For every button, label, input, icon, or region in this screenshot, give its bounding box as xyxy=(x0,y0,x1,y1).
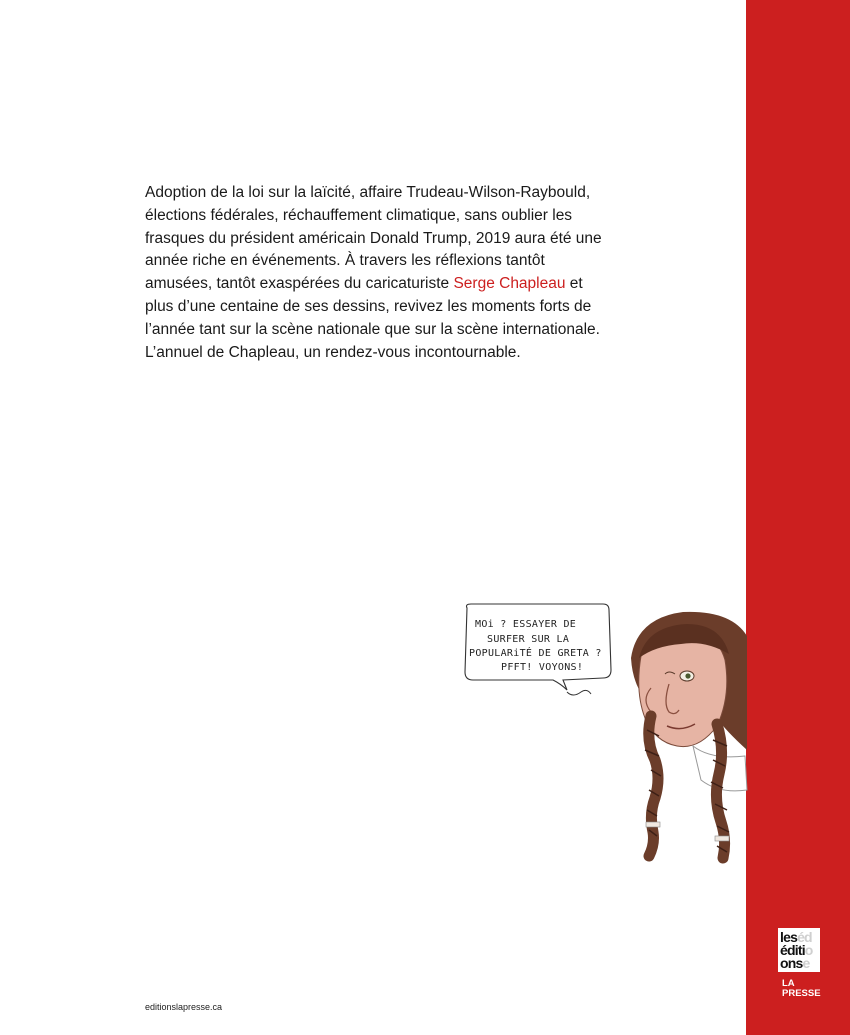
publisher-logo xyxy=(778,928,820,1008)
author-name: Serge Chapleau xyxy=(453,275,566,293)
speech-line-2: SURFER SUR LA xyxy=(487,634,570,645)
description-text-end: et plus d’une centaine de ses dessins, revivez les moments forts de l’année tant sur la scène nationale que sur la scène internationale. L’annuel de Chapleau, un rendez-vous incontournable. xyxy=(145,275,600,361)
logo-word-ons: onse xyxy=(780,955,810,971)
speech-line-1: MOi ? ESSAYER DE xyxy=(475,619,577,630)
red-side-band xyxy=(746,0,850,1035)
caricature-figure xyxy=(631,612,747,858)
speech-bubble xyxy=(465,604,611,695)
description-text-start: Adoption de la loi sur la laïcité, affaire Trudeau-Wilson-Raybould, élections fédérales, réchauffement climatique, sans oublier les frasques du président américain Donald Trump, 2019 aura été une année riche en événements. À travers les réflexions tantôt amusées, tantôt exaspérées du caricaturiste xyxy=(145,184,602,293)
book-description xyxy=(145,182,615,364)
logo-la-presse: LA PRESSE xyxy=(778,972,820,1008)
speech-line-3: POPULARiTÉ DE GRETA ? xyxy=(469,648,602,659)
publisher-website: editionslapresse.ca xyxy=(145,1002,223,1012)
right-braid xyxy=(711,724,729,858)
description-paragraph xyxy=(145,182,615,364)
speech-line-4: PFFT! VOYONS! xyxy=(501,662,584,673)
caricature-illustration xyxy=(455,600,755,870)
logo-word-les: leséd xyxy=(780,929,812,945)
logo-word-editions: éditio xyxy=(780,942,813,958)
